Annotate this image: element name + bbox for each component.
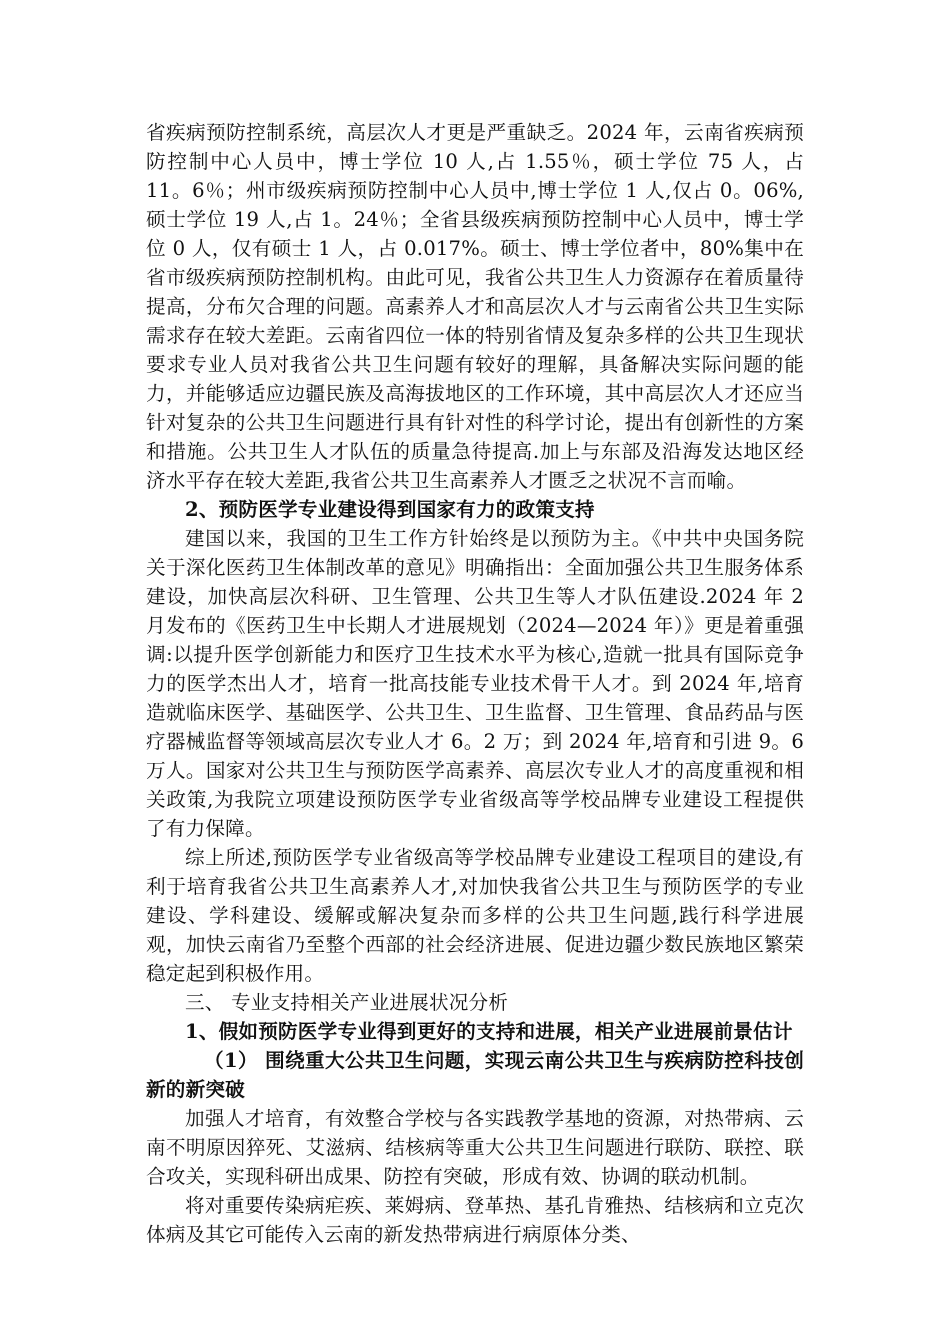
paragraph-talent-shortage: 省疾病预防控制系统，高层次人才更是严重缺乏。2024 年，云南省疾病预防控制中心人员中，博士学位 10 人,占 1.55％，硕士学位 75 人，占 11。6％；州市级疾病预防控制中心人员中,博士学位 1 人,仅占 0。06%,硕士学位 19 人,占 1。24％；全省县级疾病预防控制中心人员中，博士学位 0 人，仅有硕士 1 人，占 0.017%。硕士、博士学位者中，80%集中在省市级疾病预防控制机构。由此可见，我省公共卫生人力资源存在着质量待提高，分布欠合理的问题。高素养人才和高层次人才与云南省公共卫生实际需求存在较大差距。云南省四位一体的特别省情及复杂多样的公共卫生现状要求专业人员对我省公共卫生问题有较好的理解，具备解决实际问题的能力，并能够适应边疆民族及高海拔地区的工作环境，其中高层次人才还应当针对复杂的公共卫生问题进行具有针对性的科学讨论，提出有创新性的方案和措施。公共卫生人才队伍的质量急待提高.加上与东部及沿海发达地区经济水平存在较大差距,我省公共卫生高素养人才匮乏之状况不言而喻。 — [146, 121, 804, 492]
paragraph-talent-training: 加强人才培育，有效整合学校与各实践教学基地的资源，对热带病、云南不明原因猝死、艾滋病、结核病等重大公共卫生问题进行联防、联控、联合攻关，实现科研出成果、防控有突破，形成有效、协调的联动机制。 — [146, 1107, 804, 1188]
document-body — [146, 118, 804, 1249]
paragraph-summary: 综上所述,预防医学专业省级高等学校品牌专业建设工程项目的建设,有利于培育我省公共卫生高素养人才,对加快我省公共卫生与预防医学的专业建设、学科建设、缓解或解决复杂而多样的公共卫生问题,践行科学进展观，加快云南省乃至整个西部的社会经济进展、促进边疆少数民族地区繁荣稳定起到积极作用。 — [146, 846, 804, 985]
heading-industry-prospects: 1、假如预防医学专业得到更好的支持和进展，相关产业进展前景估计 — [185, 1020, 793, 1043]
heading-policy-support: 2、预防医学专业建设得到国家有力的政策支持 — [185, 498, 595, 521]
paragraph-infectious-disease: 将对重要传染病疟疾、莱姆病、登革热、基孔肯雅热、结核病和立克次体病及其它可能传入云南的新发热带病进行病原体分类、 — [146, 1194, 804, 1246]
paragraph-policy: 建国以来，我国的卫生工作方针始终是以预防为主。《中共中央国务院关于深化医药卫生体制改革的意见》明确指出：全面加强公共卫生服务体系建设，加快高层次科研、卫生管理、公共卫生等人才队伍建设.2024 年 2 月发布的《医药卫生中长期人才进展规划（2024—2024 年）》更是着重强调:以提升医学创新能力和医疗卫生技术水平为核心,造就一批具有国际竞争力的医学杰出人才，培育一批高技能专业技术骨干人才。到 2024 年,培育造就临床医学、基础医学、公共卫生、卫生监督、卫生管理、食品药品与医疗器械监督等领域高层次专业人才 6。2 万；到 2024 年,培育和引进 9。6 万人。国家对公共卫生与预防医学高素养、高层次专业人才的高度重视和相关政策,为我院立项建设预防医学专业省级高等学校品牌专业建设工程提供了有力保障。 — [146, 527, 804, 840]
heading-section-three: 三、 专业支持相关产业进展状况分析 — [185, 991, 509, 1014]
heading-public-health-breakthrough: （1） 围绕重大公共卫生问题，实现云南公共卫生与疾病防控科技创新的新突破 — [146, 1049, 804, 1101]
